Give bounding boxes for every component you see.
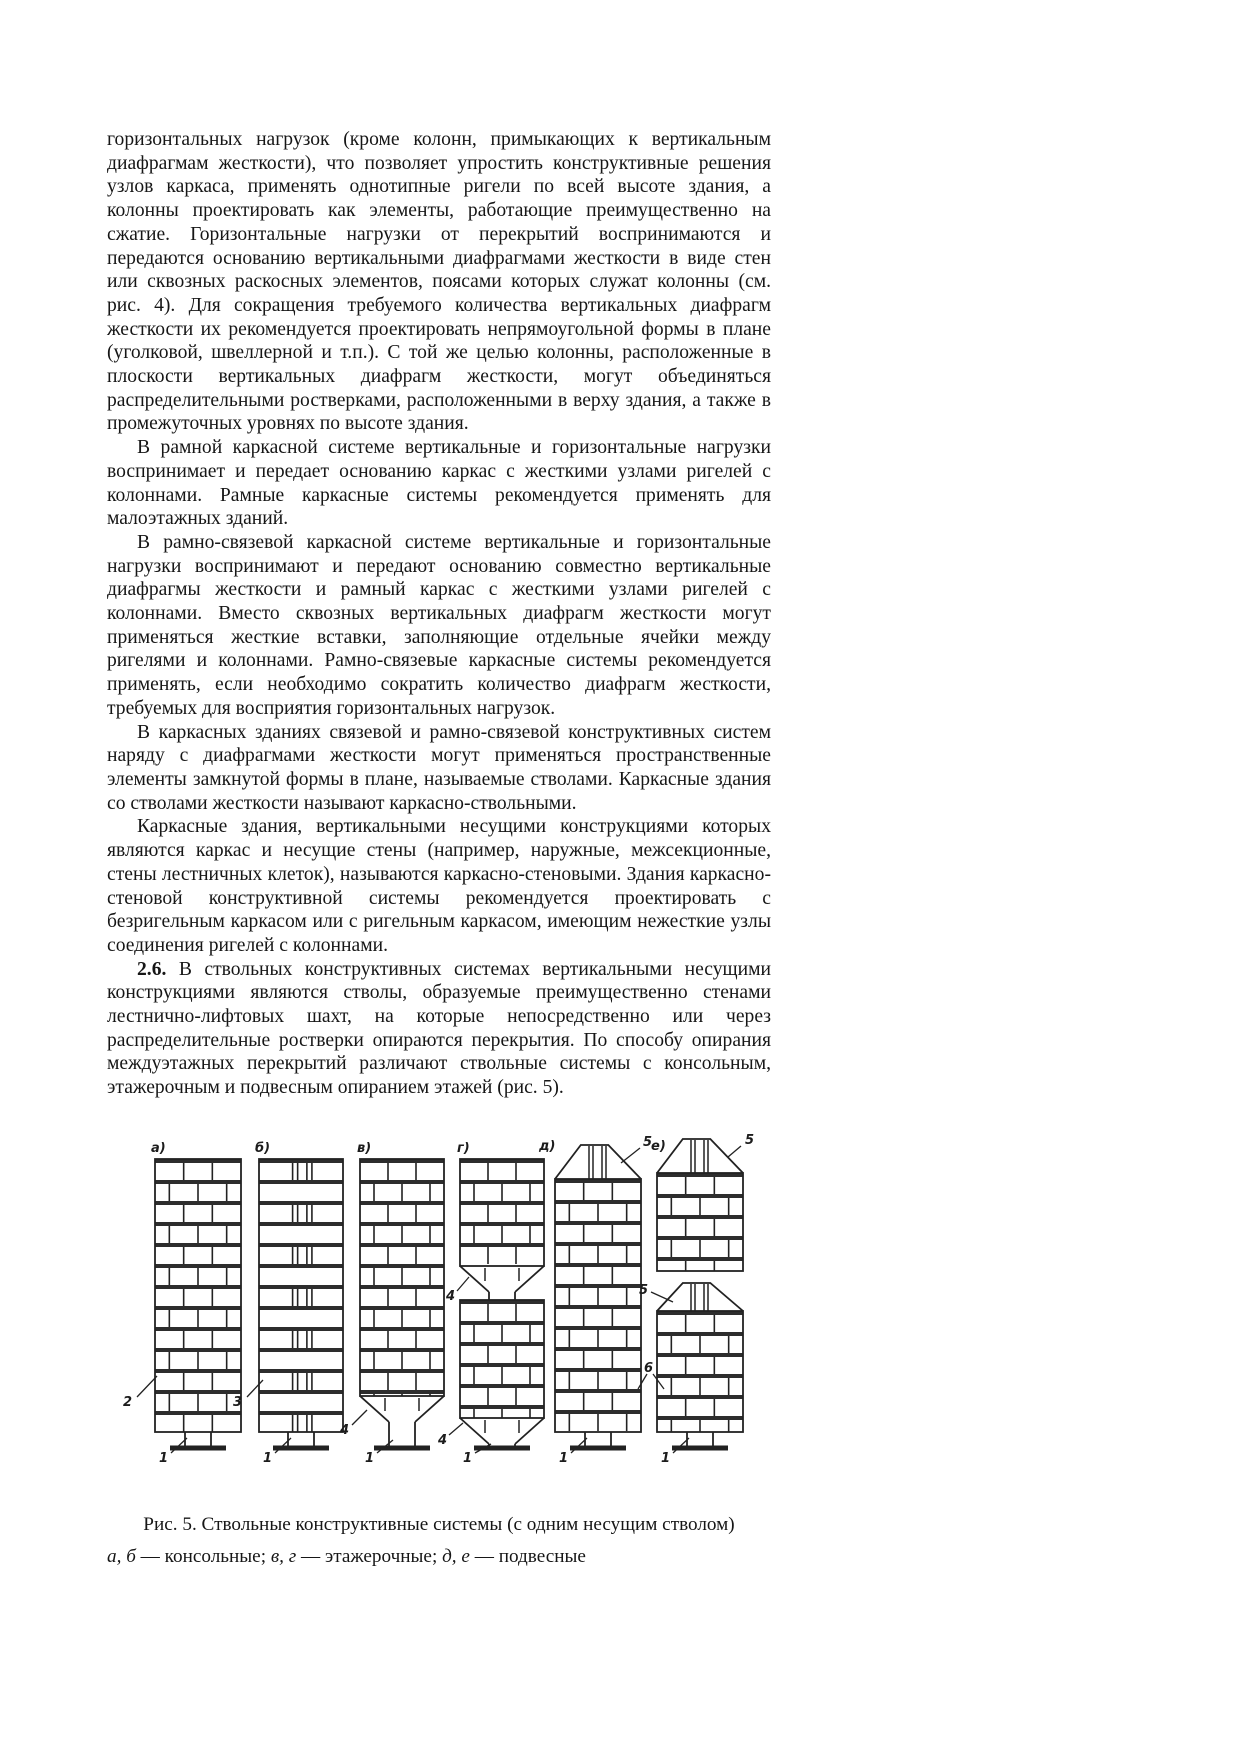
panel-label-e: е) (651, 1138, 666, 1154)
floor-slab (360, 1264, 444, 1268)
legend-text-suspended: — подвесные (469, 1545, 586, 1567)
callout-leader-lines (137, 1146, 741, 1453)
stvol-systems-diagram (107, 1126, 797, 1468)
callout-5: 5 (643, 1134, 653, 1150)
callout-5: 5 (639, 1282, 649, 1298)
suspension-hat (555, 1145, 641, 1179)
floor-slab (460, 1405, 544, 1409)
callout-4: 4 (438, 1432, 448, 1448)
callout-1: 1 (159, 1450, 169, 1466)
panel-label-g: г) (457, 1140, 470, 1156)
floor-slab (155, 1222, 241, 1226)
floor-slab (657, 1236, 743, 1240)
floor-slab (259, 1222, 343, 1226)
floor-slab (155, 1201, 241, 1205)
floor-slab (555, 1347, 641, 1351)
floor-slab (460, 1384, 544, 1388)
floor-slab (460, 1222, 544, 1226)
floor-slab (555, 1368, 641, 1372)
paragraph-core-elements: В каркасных зданиях связевой и рамно-связевой конструктивных систем наряду с диафрагмами жесткости могут применяться пространственные элементы замкнутой формы в плане, называемые стволами. Каркасные здания со стволами жесткости называют каркасно-ствольными. (107, 721, 771, 814)
floor-slab (657, 1332, 743, 1336)
floor-slab (155, 1243, 241, 1247)
tower-outline (460, 1159, 544, 1266)
floor-slab (555, 1305, 641, 1309)
tower-outline (460, 1300, 544, 1418)
floor-slab (555, 1221, 641, 1225)
clause-number: 2.6. (137, 958, 167, 980)
floor-slab (657, 1257, 743, 1261)
floor-slab (555, 1284, 641, 1288)
legend-text-shelf: — этажерочные; (296, 1545, 443, 1567)
floor-slab (460, 1321, 544, 1325)
floor-slab (657, 1215, 743, 1219)
floor-slab (259, 1201, 343, 1205)
tower-outline (657, 1311, 743, 1432)
floor-slab (657, 1416, 743, 1420)
floor-slab (555, 1200, 641, 1204)
paragraph-frame-braced-system: В рамно-связевой каркасной системе вертикальные и горизонтальные нагрузки воспринимают и передают основанию совместно вертикальные диафрагмы жесткости и рамный каркас с жесткими узлами ригелей с колоннами. Вместо сквозных вертикальных диафрагм жесткости могут применяться жесткие вставки, заполняющие отдельные ячейки между ригелями и колоннами. Рамно-связевые каркасные системы рекомендуется применять, если необходимо сократить количество диафрагм жесткости, требуемых для восприятия горизонтальных нагрузок. (107, 531, 771, 719)
floor-slab (360, 1327, 444, 1331)
floor-slab (259, 1411, 343, 1415)
callout-4: 4 (340, 1422, 350, 1438)
figure-legend (107, 1544, 771, 1570)
floor-slab (460, 1201, 544, 1205)
callout-5: 5 (745, 1132, 755, 1148)
floor-slab (555, 1263, 641, 1267)
panel-label-b: б) (255, 1140, 271, 1156)
panel-label-a: а) (151, 1140, 166, 1156)
callout-1: 1 (263, 1450, 273, 1466)
floor-slab (155, 1369, 241, 1373)
callout-4: 4 (446, 1288, 456, 1304)
legend-text-cantilever: — консольные; (135, 1545, 271, 1567)
floor-slab (155, 1180, 241, 1184)
legend-letters-ab: а, б (107, 1545, 136, 1567)
floor-slab (259, 1390, 343, 1394)
floor-slab (259, 1243, 343, 1247)
floor-slab (360, 1180, 444, 1184)
floor-slab (155, 1348, 241, 1352)
floor-slab (360, 1222, 444, 1226)
floor-slab (360, 1369, 444, 1373)
floor-slab (360, 1201, 444, 1205)
floor-slab (360, 1306, 444, 1310)
figure-caption: Рис. 5. Ствольные конструктивные системы (с одним несущим стволом) (143, 1513, 735, 1535)
paragraph-frame-system: В рамной каркасной системе вертикальные и горизонтальные нагрузки воспринимает и передает основанию каркас с жесткими узлами ригелей с колоннами. Рамные каркасные системы рекомендуется применять для малоэтажных зданий. (107, 437, 771, 530)
callout-1: 1 (559, 1450, 569, 1466)
floor-slab (155, 1327, 241, 1331)
floor-slab (259, 1264, 343, 1268)
floor-slab (555, 1410, 641, 1414)
floor-slab (460, 1243, 544, 1247)
callout-3: 3 (233, 1394, 243, 1410)
floor-slab (155, 1264, 241, 1268)
floor-slab (360, 1390, 444, 1394)
callout-1: 1 (365, 1450, 375, 1466)
floor-slab (360, 1243, 444, 1247)
floor-slab (259, 1306, 343, 1310)
callout-6: 6 (644, 1360, 654, 1376)
floor-slab (460, 1363, 544, 1367)
floor-slab (155, 1390, 241, 1394)
text-column (107, 128, 771, 1570)
callout-1: 1 (661, 1450, 671, 1466)
floor-slab (555, 1326, 641, 1330)
floor-slab (657, 1374, 743, 1378)
floor-slab (555, 1242, 641, 1246)
paragraph-continuation: горизонтальных нагрузок (кроме колонн, примыкающих к вертикальным диафрагмам жесткости), что позволяет упростить конструктивные решения узлов каркаса, применять однотипные ригели по всей высоте здания, а колонны проектировать как элементы, работающие преимущественно на сжатие. Горизонтальные нагрузки от перекрытий воспринимаются и передаются основанию вертикальными диафрагмами жесткости в виде стен или сквозных раскосных элементов, поясами которых служат колонны (см. рис. 4). Для сокращения требуемого количества вертикальных диафрагм жесткости их рекомендуется проектировать непрямоугольной формы в плане (уголковой, швеллерной и т.п.). С той же целью колонны, расположенные в плоскости вертикальных диафрагм жесткости, могут объединяться распределительными ростверками, расположенными в верху здания, а также в промежуточных уровнях по высоте здания. (107, 129, 771, 435)
floor-slab (259, 1180, 343, 1184)
floor-slab (155, 1306, 241, 1310)
floor-slab (555, 1389, 641, 1393)
floor-slab (259, 1348, 343, 1352)
paragraph-frame-wall-system: Каркасные здания, вертикальными несущими конструкциями которых являются каркас и несущие стены (например, наружные, межсекционные, стены лестничных клеток), называются каркасно-стеновыми. Здания каркасно-стеновой конструктивной системы рекомендуется проектировать с безригельным каркасом или с ригельным каркасом, имеющим нежесткие узлы соединения ригелей с колоннами. (107, 816, 771, 956)
floor-slab (460, 1342, 544, 1346)
floor-slab (460, 1180, 544, 1184)
floor-slab (360, 1285, 444, 1289)
panel-label-d: д) (539, 1138, 556, 1154)
floor-slab (155, 1411, 241, 1415)
paragraph-clause-2-6 (107, 958, 771, 1100)
floor-slab (259, 1369, 343, 1373)
panel-label-v: в) (357, 1140, 372, 1156)
floor-slab (657, 1395, 743, 1399)
floor-slab (155, 1285, 241, 1289)
figure-5 (107, 1126, 771, 1475)
callout-2: 2 (123, 1394, 133, 1410)
floor-slab (360, 1348, 444, 1352)
clause-text: В ствольных конструктивных системах вертикальными несущими конструкциями являются стволы, образуемые преимущественно стенами лестнично-лифтовых шахт, на которые непосредственно или через распределительные ростверки опираются перекрытия. По способу опирания междуэтажных перекрытий различают ствольные системы с консольным, этажерочным и подвесным опиранием этажей (рис. 5). (107, 958, 771, 1099)
floor-slab (259, 1285, 343, 1289)
legend-letters-de: д, е (442, 1545, 470, 1567)
legend-letters-vg: в, г (270, 1545, 297, 1567)
floor-slab (259, 1327, 343, 1331)
callout-1: 1 (463, 1450, 473, 1466)
floor-slab (657, 1194, 743, 1198)
suspension-hat (657, 1283, 743, 1311)
floor-slab (657, 1353, 743, 1357)
